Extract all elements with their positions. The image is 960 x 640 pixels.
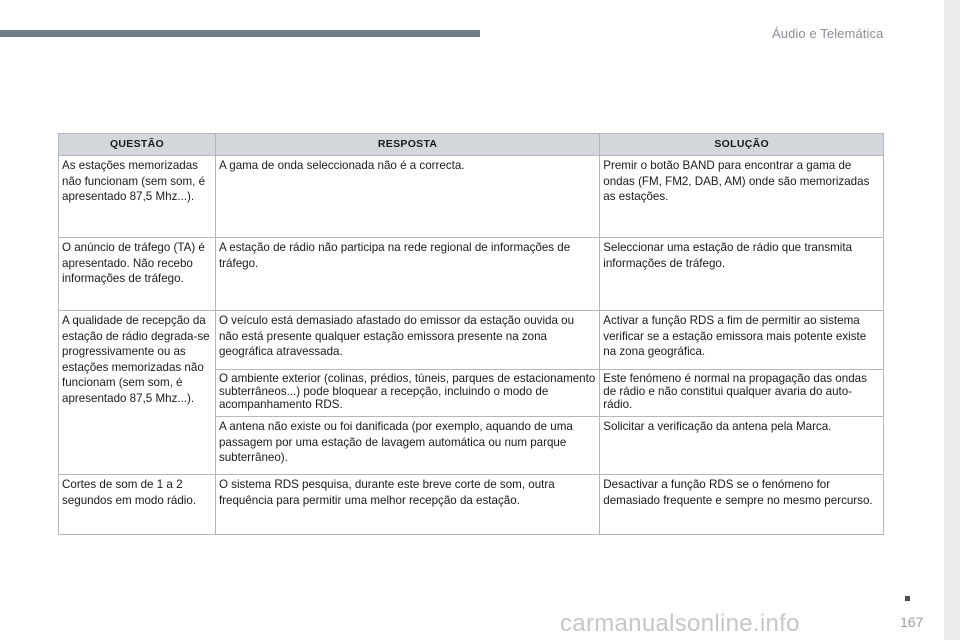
table-row <box>59 475 884 535</box>
answer-cell: A estação de rádio não participa na rede regional de informações de tráfego. <box>215 238 599 311</box>
page-number: 167 <box>900 614 924 630</box>
watermark: carmanualsonline.info <box>560 610 800 637</box>
answer-cell: A gama de onda seleccionada não é a correcta. <box>215 156 599 238</box>
page-marker-dot <box>905 596 910 601</box>
answer-cell: O veículo está demasiado afastado do emissor da estação ouvida ou não está presente qualquer estação emissora presente na zona geográfica atravessada. <box>215 311 599 370</box>
section-title: Áudio e Telemática <box>772 26 884 41</box>
question-cell: As estações memorizadas não funcionam (sem som, é apresentado 87,5 Mhz...). <box>59 156 216 238</box>
solution-cell: Activar a função RDS a fim de permitir ao sistema verificar se a estação emissora mais potente existe na zona geográfica. <box>600 311 884 370</box>
solution-cell: Desactivar a função RDS se o fenómeno for demasiado frequente e sempre no mesmo percurso. <box>600 475 884 535</box>
column-header-question: QUESTÃO <box>59 134 216 156</box>
column-header-answer: RESPOSTA <box>215 134 599 156</box>
table-header-row <box>59 134 884 156</box>
header-accent-bar <box>0 30 480 37</box>
solution-cell: Este fenómeno é normal na propagação das ondas de rádio e não constitui qualquer avaria do auto-rádio. <box>600 370 884 417</box>
answer-cell: O sistema RDS pesquisa, durante este breve corte de som, outra frequência para permitir uma melhor recepção da estação. <box>215 475 599 535</box>
question-cell: A qualidade de recepção da estação de rádio degrada-se progressivamente ou as estações memorizadas não funcionam (sem som, é apresentado 87,5 Mhz...). <box>59 311 216 475</box>
solution-cell: Solicitar a verificação da antena pela Marca. <box>600 417 884 475</box>
question-cell: Cortes de som de 1 a 2 segundos em modo rádio. <box>59 475 216 535</box>
table-row <box>59 238 884 311</box>
answer-cell: A antena não existe ou foi danificada (por exemplo, aquando de uma passagem por uma estação de lavagem automática ou num parque subterrâneo). <box>215 417 599 475</box>
troubleshooting-table <box>58 133 884 535</box>
solution-cell: Seleccionar uma estação de rádio que transmita informações de tráfego. <box>600 238 884 311</box>
page-edge-strip <box>944 0 960 640</box>
answer-cell: O ambiente exterior (colinas, prédios, túneis, parques de estacionamento subterrâneos...) pode bloquear a recepção, incluindo o modo de acompanhamento RDS. <box>215 370 599 417</box>
column-header-solution: SOLUÇÃO <box>600 134 884 156</box>
question-cell: O anúncio de tráfego (TA) é apresentado. Não recebo informações de tráfego. <box>59 238 216 311</box>
table-row <box>59 311 884 370</box>
solution-cell: Premir o botão BAND para encontrar a gama de ondas (FM, FM2, DAB, AM) onde são memorizadas as estações. <box>600 156 884 238</box>
table-row <box>59 156 884 238</box>
